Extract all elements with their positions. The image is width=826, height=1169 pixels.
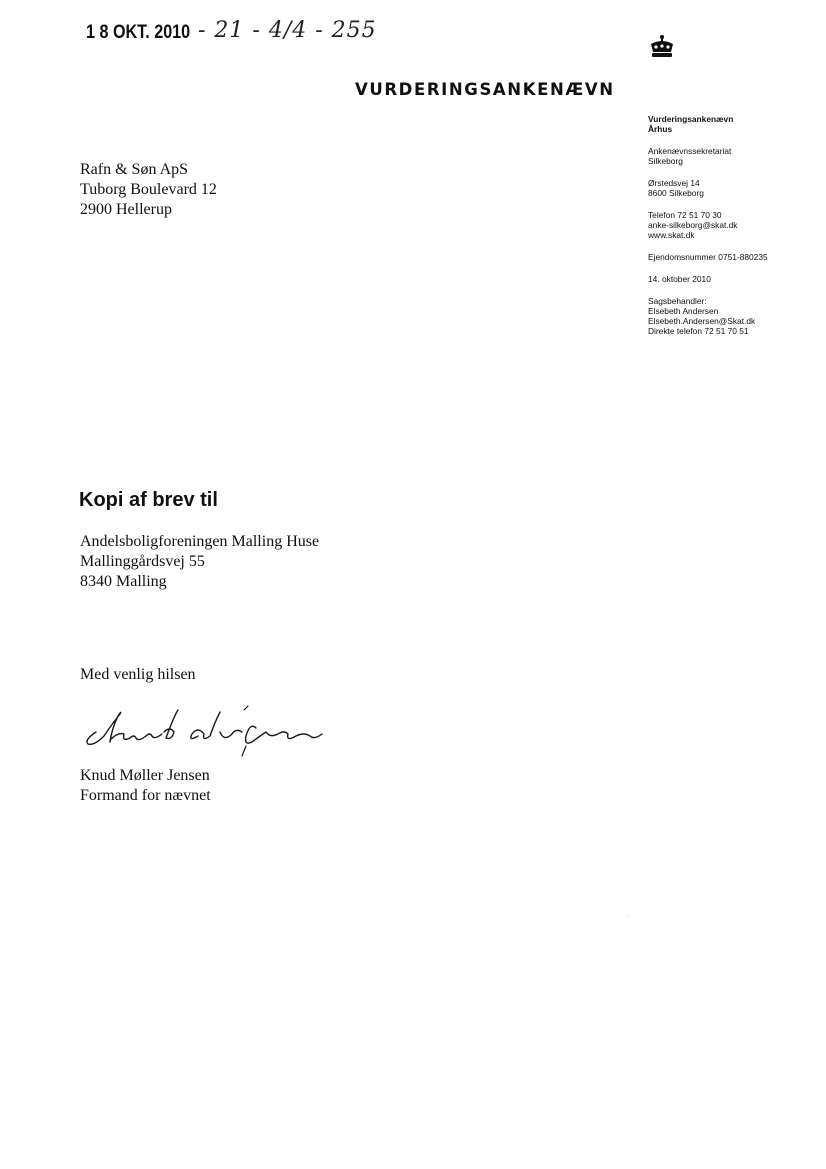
- org-name: Vurderingsankenævn: [648, 114, 734, 124]
- sender-postal: 8600 Silkeborg: [648, 188, 704, 198]
- recipient-city: 2900 Hellerup: [80, 201, 172, 218]
- case-handler-name: Elsebeth Andersen: [648, 306, 719, 316]
- copy-address: [80, 532, 319, 592]
- scan-speck: [628, 915, 629, 916]
- sender-street: Ørstedsvej 14: [648, 178, 700, 188]
- sender-email: anke-silkeborg@skat.dk: [648, 220, 738, 230]
- case-handler-label: Sagsbehandler:: [648, 296, 707, 306]
- copy-recipient-name: Andelsboligforeningen Malling Huse: [80, 533, 320, 550]
- copy-recipient-city: 8340 Malling: [80, 573, 167, 590]
- handwritten-signature: [74, 702, 334, 762]
- case-handler-email: Elsebeth.Andersen@Skat.dk: [648, 316, 756, 326]
- closing-greeting: Med venlig hilsen: [80, 666, 196, 683]
- org-city: Århus: [648, 124, 673, 134]
- copy-recipient-street: Mallinggårdsvej 55: [80, 553, 205, 570]
- royal-crown-icon: [648, 34, 676, 60]
- handwritten-reference: - 21 - 4/4 - 255: [198, 18, 377, 43]
- secretariat-city: Silkeborg: [648, 156, 683, 166]
- case-handler-phone: Direkte telefon 72 51 70 51: [648, 326, 749, 336]
- recipient-name: Rafn & Søn ApS: [80, 161, 189, 178]
- signer-block: [80, 766, 211, 806]
- property-number: Ejendomsnummer 0751-880235: [648, 252, 768, 262]
- secretariat-name: Ankenævnssekretariat: [648, 146, 732, 156]
- recipient-street: Tuborg Boulevard 12: [80, 181, 217, 198]
- received-date-stamp: 1 8 OKT. 2010: [86, 22, 191, 43]
- signer-title: Formand for nævnet: [80, 787, 211, 804]
- copy-heading: Kopi af brev til: [79, 489, 218, 511]
- sender-phone: Telefon 72 51 70 30: [648, 210, 722, 220]
- recipient-address: [80, 160, 217, 220]
- sender-web: www.skat.dk: [648, 230, 695, 240]
- agency-brand: VURDERINGSANKENÆVN: [355, 80, 615, 99]
- signer-name: Knud Møller Jensen: [80, 767, 210, 784]
- sender-info-sidebar: [648, 114, 818, 348]
- letter-date: 14. oktober 2010: [648, 274, 711, 284]
